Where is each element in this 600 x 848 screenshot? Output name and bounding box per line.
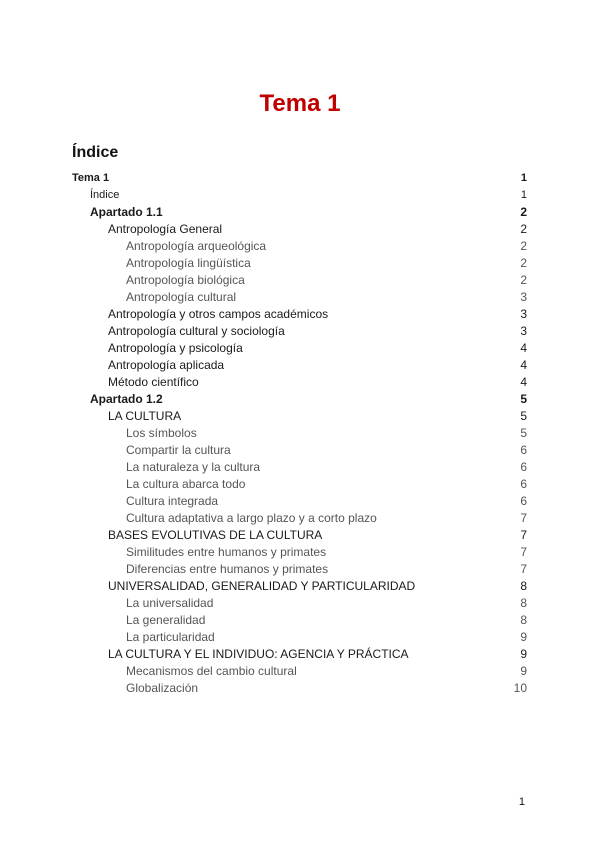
- toc-entry-label: Método científico: [108, 375, 199, 389]
- toc-entry-label: La cultura abarca todo: [126, 477, 246, 491]
- toc-entry-page: 2: [520, 256, 527, 270]
- toc-entry-label: Antropología y otros campos académicos: [108, 307, 329, 321]
- toc-entry-page: 9: [520, 630, 527, 644]
- toc-entry[interactable]: [0, 476, 600, 493]
- toc-entry[interactable]: [0, 238, 600, 255]
- toc-entry[interactable]: [0, 442, 600, 459]
- toc-entry-label: Antropología y psicología: [108, 341, 243, 355]
- toc-entry-label: LA CULTURA: [108, 409, 182, 423]
- toc-entry-label: Índice: [90, 189, 120, 201]
- toc-entry-page: 6: [520, 460, 527, 474]
- toc-entry-page: 6: [520, 477, 527, 491]
- toc-entry-label: La universalidad: [126, 596, 214, 610]
- toc-entry-page: 6: [520, 443, 527, 457]
- toc-entry-page: 3: [520, 307, 527, 321]
- toc-entry-label: Compartir la cultura: [126, 443, 231, 457]
- toc-entry[interactable]: [0, 527, 600, 544]
- toc-entry[interactable]: [0, 374, 600, 391]
- toc-entry-page: 5: [520, 409, 527, 423]
- toc-entry-page: 7: [520, 562, 527, 576]
- toc-entry-page: 2: [520, 239, 527, 253]
- toc-entry-label: Antropología General: [108, 222, 223, 236]
- toc-entry[interactable]: [0, 578, 600, 595]
- toc-entry-label: Similitudes entre humanos y primates: [126, 545, 327, 559]
- toc-entry-label: Antropología arqueológica: [126, 239, 267, 253]
- toc-entry-page: 3: [520, 324, 527, 338]
- toc-entry-page: 2: [520, 205, 527, 219]
- toc-entry-label: Apartado 1.2: [90, 392, 163, 406]
- toc-entry[interactable]: [0, 289, 600, 306]
- toc-entry-page: 2: [520, 222, 527, 236]
- toc-entry-page: 9: [520, 664, 527, 678]
- toc-entry-label: Globalización: [126, 681, 199, 695]
- toc-entry-label: Antropología aplicada: [108, 358, 225, 372]
- toc-entry-page: 6: [520, 494, 527, 508]
- toc-entry-label: Apartado 1.1: [90, 205, 163, 219]
- toc-entry[interactable]: [0, 221, 600, 238]
- toc-entry-label: Los símbolos: [126, 426, 197, 440]
- toc-entry-label: UNIVERSALIDAD, GENERALIDAD Y PARTICULARIDAD: [108, 579, 416, 593]
- toc-entry[interactable]: [0, 357, 600, 374]
- toc-entry[interactable]: [0, 408, 600, 425]
- toc-entry[interactable]: [0, 612, 600, 629]
- toc-entry-label: Tema 1: [72, 172, 110, 184]
- toc-entry-label: Cultura adaptativa a largo plazo y a corto plazo: [126, 511, 377, 525]
- toc-entry[interactable]: [0, 255, 600, 272]
- toc-entry-label: Antropología biológica: [126, 273, 245, 287]
- toc-entry[interactable]: [0, 493, 600, 510]
- toc-entry[interactable]: [0, 459, 600, 476]
- toc-entry-page: 7: [520, 528, 527, 542]
- toc-entry-page: 9: [520, 647, 527, 661]
- toc-entry[interactable]: [0, 544, 600, 561]
- toc-entry[interactable]: [0, 340, 600, 357]
- toc-entry-label: La naturaleza y la cultura: [126, 460, 261, 474]
- document-title: Tema 1: [259, 90, 341, 117]
- toc-entry-page: 10: [513, 681, 527, 695]
- toc-entry[interactable]: [0, 170, 600, 187]
- toc-entry-label: Mecanismos del cambio cultural: [126, 664, 297, 678]
- toc-entry-label: Antropología lingüística: [126, 256, 251, 270]
- toc-entry-label: Diferencias entre humanos y primates: [126, 562, 329, 576]
- toc-heading: Índice: [72, 144, 119, 161]
- page-number: 1: [518, 796, 525, 808]
- toc-entry[interactable]: [0, 187, 600, 204]
- toc-entry-page: 8: [520, 613, 527, 627]
- toc-entry-page: 7: [520, 511, 527, 525]
- toc-entry[interactable]: [0, 595, 600, 612]
- toc-entry-label: LA CULTURA Y EL INDIVIDUO: AGENCIA Y PRÁCTICA: [108, 647, 409, 661]
- toc-entry-page: 1: [520, 189, 527, 201]
- toc-entry-page: 4: [520, 341, 527, 355]
- toc-entry-page: 4: [520, 375, 527, 389]
- toc-entry[interactable]: [0, 510, 600, 527]
- toc-entry-label: BASES EVOLUTIVAS DE LA CULTURA: [108, 528, 323, 542]
- toc-entry-label: La particularidad: [126, 630, 215, 644]
- toc-entry[interactable]: [0, 646, 600, 663]
- toc-entry-page: 3: [520, 290, 527, 304]
- toc-entry[interactable]: [0, 425, 600, 442]
- toc-entry-label: Antropología cultural: [126, 290, 237, 304]
- toc-entry-page: 4: [520, 358, 527, 372]
- toc-entry-page: 5: [520, 392, 527, 406]
- toc-entry[interactable]: [0, 663, 600, 680]
- toc-entry-page: 1: [520, 172, 527, 184]
- toc-entry[interactable]: [0, 629, 600, 646]
- toc-entry[interactable]: [0, 561, 600, 578]
- toc-entry[interactable]: [0, 204, 600, 221]
- toc-entry-label: Cultura integrada: [126, 494, 219, 508]
- toc-entry[interactable]: [0, 306, 600, 323]
- toc-entry-label: La generalidad: [126, 613, 206, 627]
- toc-entry-page: 8: [520, 596, 527, 610]
- toc-entry-page: 8: [520, 579, 527, 593]
- toc-entry[interactable]: [0, 272, 600, 289]
- toc-entry[interactable]: [0, 323, 600, 340]
- toc-entry-page: 7: [520, 545, 527, 559]
- table-of-contents: [0, 170, 600, 697]
- toc-entry-page: 2: [520, 273, 527, 287]
- toc-entry-page: 5: [520, 426, 527, 440]
- toc-entry-label: Antropología cultural y sociología: [108, 324, 285, 338]
- toc-entry[interactable]: [0, 391, 600, 408]
- toc-entry[interactable]: [0, 680, 600, 697]
